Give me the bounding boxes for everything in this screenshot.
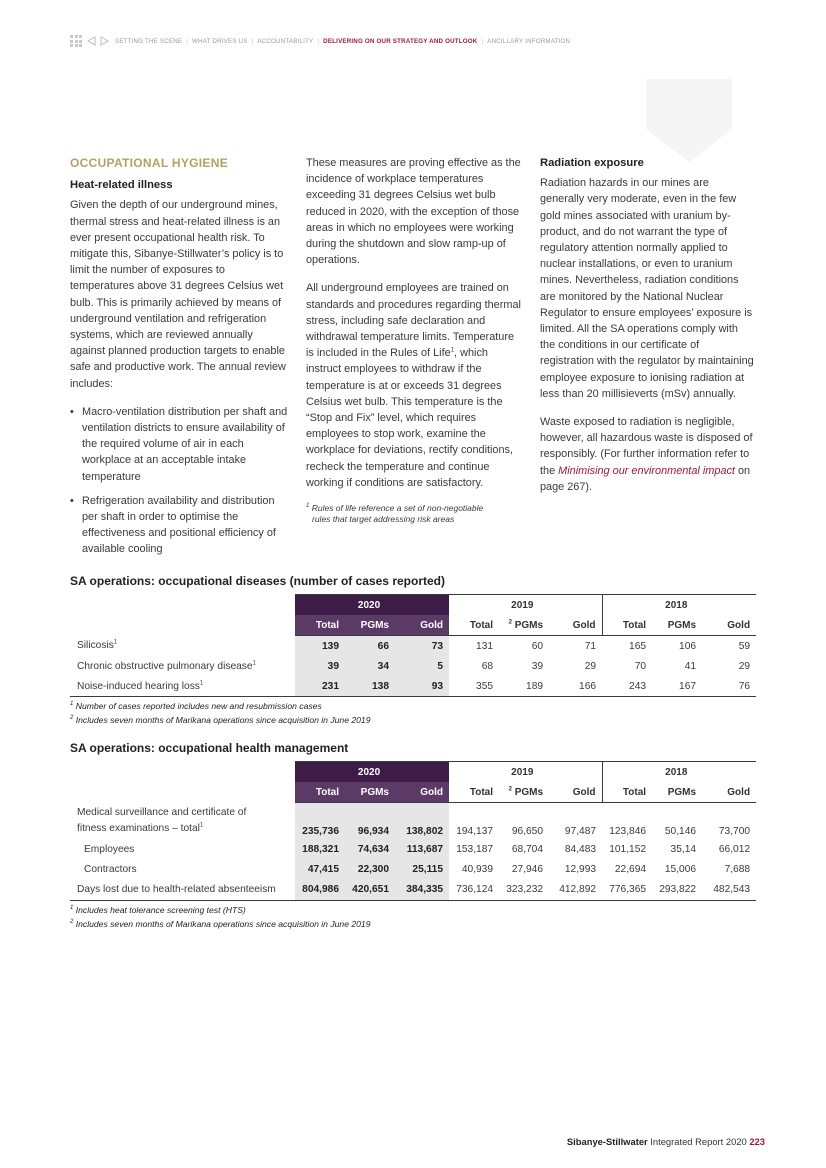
table-footnote: [70, 904, 756, 917]
table-row: [70, 803, 756, 840]
cell: 7,688: [724, 864, 751, 875]
col-header: Total: [602, 782, 652, 803]
nav-link-accountability[interactable]: ACCOUNTABILITY: [257, 37, 314, 45]
cell: 736,124: [449, 880, 499, 901]
cell: 35,14: [670, 844, 697, 855]
cell: 73,700: [718, 825, 751, 837]
top-navigation: [70, 33, 570, 49]
health-management-table-block: [70, 741, 756, 931]
occupational-diseases-table-block: [70, 574, 756, 727]
cell: 804,986: [295, 880, 345, 901]
cell: 482,543: [702, 880, 756, 901]
nav-link-what-drives-us[interactable]: WHAT DRIVES US: [192, 37, 248, 45]
nav-divider: |: [186, 37, 189, 45]
environmental-impact-link[interactable]: Minimising our environmental impact: [558, 464, 735, 477]
col-header: Total: [449, 615, 499, 636]
cell: 97,487: [564, 825, 597, 837]
cell: 231: [295, 676, 345, 697]
cell: 323,232: [499, 880, 549, 901]
footnote-text: Includes heat tolerance screening test (HTS): [75, 904, 246, 915]
cell: 235,736: [295, 803, 345, 840]
cell: 138: [345, 676, 395, 697]
radiation-paragraph: Radiation hazards in our mines are generally very moderate, even in the few gold mines associated with uranium by-product, and do not warrant the type of regulatory attention normally applied to nuclear installations, or even to uranium mines. Nevertheless, radiation conditions are monitored by the National Nuclear Regulator to ensure employees’ exposure is limited. All the SA operations comply with the conditions in our certificate of registration with the regulator by maintaining employee exposure to ionising radiation at less than 20 millisieverts (mSv) annually.: [540, 177, 754, 400]
table-footnote: [70, 918, 756, 931]
col-header: PGMs: [345, 782, 395, 803]
table-footnotes: [70, 904, 756, 931]
col-header: Total: [295, 782, 345, 803]
watermark-emblem-icon: [636, 74, 742, 164]
column-radiation-exposure: [540, 155, 756, 507]
cell: 384,335: [395, 880, 449, 901]
cell: 153,187: [456, 844, 494, 855]
col-header: Total: [602, 615, 652, 636]
col-header: PGMs: [652, 782, 702, 803]
cell: 47,415: [295, 860, 345, 880]
row-label-text: fitness examinations – total: [77, 822, 200, 834]
table-footnotes: [70, 700, 756, 727]
cell: 27,946: [511, 864, 544, 875]
cell: 355: [449, 676, 499, 697]
cell: 139: [295, 636, 345, 657]
nav-link-delivering-on-strategy[interactable]: DELIVERING ON OUR STRATEGY AND OUTLOOK: [323, 37, 478, 45]
row-label: Employees: [84, 844, 135, 855]
col-header: [499, 782, 549, 803]
footnote-ref: 2: [508, 619, 512, 626]
col-header-text: PGMs: [514, 786, 544, 798]
table-row: [70, 840, 756, 860]
col-header: Gold: [549, 782, 602, 803]
cell: 22,694: [614, 864, 647, 875]
cell: 188,321: [295, 840, 345, 860]
subheading-radiation-exposure: Radiation exposure: [540, 157, 644, 169]
table-row: [70, 656, 756, 676]
cell: 12,993: [564, 864, 597, 875]
cell: 60: [531, 640, 544, 652]
cell: 70: [634, 660, 647, 672]
cell: 22,300: [345, 860, 395, 880]
cell: 76: [702, 676, 756, 697]
cell: 84,483: [564, 844, 597, 855]
cell: 138,802: [395, 803, 449, 840]
waste-text-end: on page 267).: [540, 464, 751, 493]
column-occupational-hygiene: [70, 155, 288, 566]
cell: 166: [549, 676, 602, 697]
footnote-text: Number of cases reported includes new and resubmission cases: [75, 701, 322, 711]
header-blank: [70, 595, 295, 616]
footnote-number: 1: [70, 904, 74, 911]
cell: 93: [395, 676, 449, 697]
col-header: Gold: [549, 615, 602, 636]
footnote-text: rules that target addressing risk areas: [312, 514, 455, 525]
next-page-icon[interactable]: [100, 36, 109, 46]
col-header: Gold: [395, 782, 449, 803]
cell: 66,012: [718, 844, 751, 855]
cell: 73: [395, 636, 449, 657]
cell: 29: [738, 660, 751, 672]
nav-link-ancillary-information[interactable]: ANCILLARY INFORMATION: [487, 37, 571, 45]
cell: 59: [738, 640, 751, 652]
cell: 243: [602, 676, 652, 697]
row-label-text: Chronic obstructive pulmonary disease: [77, 660, 253, 672]
header-blank: [70, 615, 295, 636]
cell: 50,146: [664, 825, 697, 837]
cell: 412,892: [549, 880, 602, 901]
training-text-end: , which instruct employees to withdraw if the temperature is at or exceeds 31 degrees Celsius wet bulb. This temperature is the “Stop and Fix” level, which requires employees to stop work, examine the workplace for deviations, rectify conditions, recheck the temperature and continue working if conditions are satisfactory.: [306, 347, 514, 489]
cell: 165: [629, 640, 647, 652]
column-header-row: [70, 782, 756, 803]
cell: 39: [295, 656, 345, 676]
col-header: [499, 615, 549, 636]
cell: 123,846: [609, 825, 647, 837]
training-text-start: All underground employees are trained on standards and procedures regarding thermal stress, including safe declaration and withdrawal temperature limits. Temperature is included in the Rules of Life: [306, 282, 521, 360]
year-2018-header: 2018: [602, 762, 756, 783]
rules-of-life-footnote: [306, 503, 524, 525]
year-header-row: [70, 595, 756, 616]
cell: 29: [584, 660, 597, 672]
cell: 131: [476, 640, 494, 652]
footnote-number: 2: [70, 715, 74, 722]
table-footnote: [70, 714, 756, 727]
section-heading: OCCUPATIONAL HYGIENE: [70, 156, 229, 170]
column-header-row: [70, 615, 756, 636]
footnote-number: 1: [70, 701, 74, 708]
cell: 106: [679, 640, 697, 652]
cell: 25,115: [395, 860, 449, 880]
column-measures: [306, 155, 524, 525]
row-label-text: Silicosis: [77, 640, 114, 652]
cell: 194,137: [456, 825, 494, 837]
cell: 101,152: [609, 844, 647, 855]
cell: 96,650: [511, 825, 544, 837]
cell: 66: [345, 636, 395, 657]
table-row: [70, 860, 756, 880]
nav-divider: |: [251, 37, 254, 45]
heat-illness-paragraph: Given the depth of our underground mines, thermal stress and heat-related illness is an ever present occupational health risk. To mitigate this, Sibanye-Stillwater’s policy is to limit the number of exposures to temperatures above 31 degrees Celsius wet bulb. This is primarily achieved by means of underground ventilation and refrigeration systems, which are reviewed annually against planned production targets to enable safe and productive work. The annual review includes:: [70, 199, 286, 390]
annual-review-list: [70, 404, 288, 558]
list-item: • Macro-ventilation distribution per shaft and ventilation districts to ensure availability of the required volume of air in each workplace at an acceptable intake temperature: [70, 404, 288, 485]
col-header: Gold: [702, 782, 756, 803]
col-header: Gold: [395, 615, 449, 636]
year-2020-header: 2020: [295, 595, 449, 616]
cell: 189: [499, 676, 549, 697]
year-2020-header: 2020: [295, 762, 449, 783]
footnote-text: Includes seven months of Marikana operations since acquisition in June 2019: [75, 715, 371, 725]
row-label: [70, 803, 295, 840]
footer-brand: Sibanye-Stillwater: [566, 1136, 648, 1147]
page-number: 223: [749, 1136, 765, 1147]
table-row: [70, 636, 756, 657]
col-header: Gold: [702, 615, 756, 636]
cell: 167: [652, 676, 702, 697]
cell: 68: [481, 660, 494, 672]
cell: 39: [531, 660, 544, 672]
table-row: [70, 676, 756, 697]
health-management-table: [70, 761, 756, 901]
footnote-ref: 1: [113, 639, 118, 646]
nav-divider: |: [481, 37, 484, 45]
row-label: [70, 676, 295, 697]
col-header: PGMs: [345, 615, 395, 636]
row-label: [70, 656, 295, 676]
year-header-row: [70, 762, 756, 783]
cell: 40,939: [461, 864, 494, 875]
row-label: Contractors: [84, 864, 137, 875]
waste-paragraph: [540, 414, 756, 495]
list-item: • Refrigeration availability and distribution per shaft in order to optimise the effectiveness and positional efficiency of available cooling: [70, 493, 288, 558]
footnote-text: Includes seven months of Marikana operations since acquisition in June 2019: [75, 918, 371, 929]
row-label: [70, 636, 295, 657]
occupational-diseases-table: [70, 594, 756, 697]
col-header-text: PGMs: [514, 619, 544, 631]
page-footer: [555, 1136, 765, 1147]
nav-link-setting-the-scene[interactable]: SETTING THE SCENE: [115, 37, 183, 45]
cell: 34: [345, 656, 395, 676]
previous-page-icon[interactable]: [87, 36, 96, 46]
year-2019-header: 2019: [449, 762, 602, 783]
row-label-text: Medical surveillance and certificate of: [77, 806, 247, 818]
header-blank: [70, 762, 295, 783]
row-label-text: Noise-induced hearing loss: [77, 680, 200, 692]
cell: 71: [584, 640, 597, 652]
footnote-number: 1: [306, 503, 310, 510]
footnote-number: 2: [70, 918, 74, 925]
year-2019-header: 2019: [449, 595, 602, 616]
col-header: Total: [449, 782, 499, 803]
measures-paragraph: These measures are proving effective as the incidence of workplace temperatures exceeding 31 degrees Celsius wet bulb reduced in 2020, with the exception of those areas in which no employees were working during the shutdown and slow ramp-up of operations.: [306, 157, 521, 267]
table-title: SA operations: occupational diseases (number of cases reported): [70, 574, 445, 588]
col-header: Total: [295, 615, 345, 636]
cell: 776,365: [602, 880, 652, 901]
footnote-ref: 1: [450, 347, 455, 354]
col-header: PGMs: [652, 615, 702, 636]
cell: 15,006: [664, 864, 697, 875]
year-2018-header: 2018: [602, 595, 756, 616]
row-label: Days lost due to health-related absenteeism: [70, 880, 295, 901]
cell: 41: [684, 660, 697, 672]
cell: 74,634: [345, 840, 395, 860]
contents-grid-icon[interactable]: [70, 35, 82, 47]
waste-text-start: Waste exposed to radiation is negligible, however, all hazardous waste is disposed of responsibly. (For further information refer to the: [540, 416, 753, 477]
footnote-text: Rules of life reference a set of non-negotiable: [311, 503, 484, 514]
cell: 5: [395, 656, 449, 676]
cell: 293,822: [652, 880, 702, 901]
cell: 420,651: [345, 880, 395, 901]
footnote-ref: 1: [199, 822, 204, 829]
footer-report-name: Integrated Report 2020: [650, 1136, 747, 1147]
table-footnote: [70, 700, 756, 713]
cell: 96,934: [345, 803, 395, 840]
footnote-ref: 2: [508, 786, 512, 793]
training-paragraph: [306, 280, 524, 491]
cell: 68,704: [511, 844, 544, 855]
table-row: [70, 880, 756, 901]
subheading-heat-related-illness: Heat-related illness: [70, 179, 173, 192]
footnote-ref: 1: [252, 660, 256, 667]
cell: 113,687: [395, 840, 449, 860]
nav-divider: |: [317, 37, 320, 45]
table-title: SA operations: occupational health management: [70, 741, 349, 755]
footnote-ref: 1: [199, 680, 204, 687]
header-blank: [70, 782, 295, 803]
nav-controls: [70, 35, 109, 47]
